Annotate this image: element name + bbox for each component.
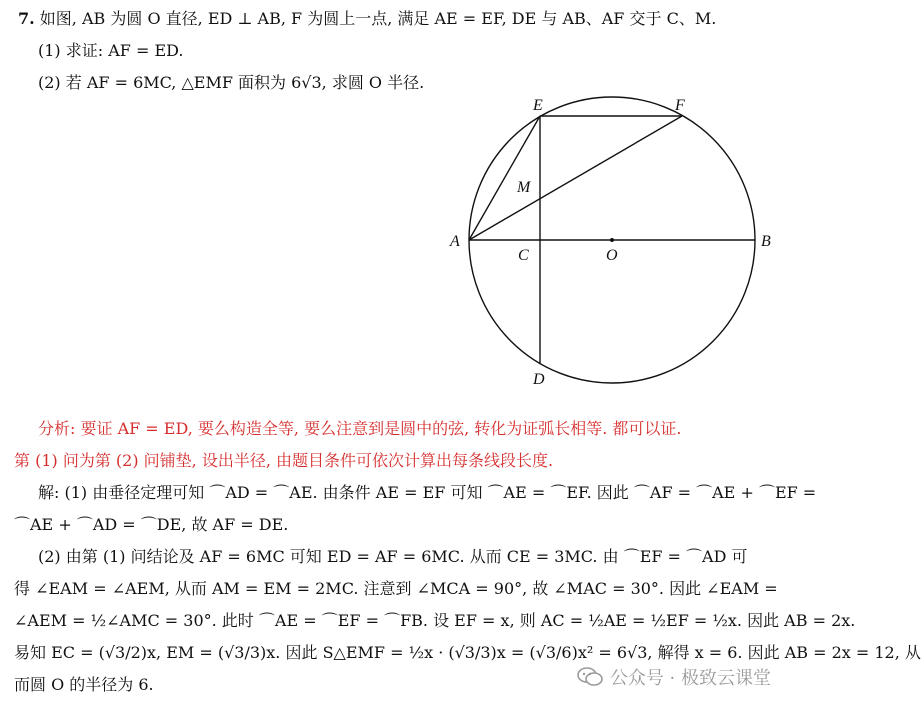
solution-line-1: 解: (1) 由垂径定理可知 ⌒AD = ⌒AE. 由条件 AE = EF 可知 ⌒AE = ⌒EF. 因此 ⌒AF = ⌒AE + ⌒EF = bbox=[38, 483, 817, 502]
solution-line-7: 而圆 O 的半径为 6. bbox=[14, 675, 154, 694]
label-F: F bbox=[675, 97, 685, 114]
label-E: E bbox=[533, 97, 543, 114]
label-M: M bbox=[517, 179, 531, 196]
chord-AE bbox=[469, 116, 540, 240]
solution-line-6: 易知 EC = (√3/2)x, EM = (√3/3)x. 因此 S△EMF = ½x · (√3/3)x = (√3/6)x² = 6√3, 解得 x = 6. 因此 AB = 2x = 12, 从 bbox=[14, 643, 921, 662]
label-C: C bbox=[518, 247, 529, 264]
chord-AF bbox=[469, 116, 682, 240]
analysis-line-2: 第 (1) 问为第 (2) 问铺垫, 设出半径, 由题目条件可依次计算出每条线段长度. bbox=[14, 451, 554, 470]
center-point-O bbox=[610, 238, 614, 242]
geometry-figure bbox=[430, 88, 790, 398]
problem-statement: 如图, AB 为圆 O 直径, ED ⊥ AB, F 为圆上一点, 满足 AE = EF, DE 与 AB、AF 交于 C、M. bbox=[39, 9, 717, 28]
solution-line-3: (2) 由第 (1) 问结论及 AF = 6MC 可知 ED = AF = 6MC. 从而 CE = 3MC. 由 ⌒EF = ⌒AD 可 bbox=[38, 547, 748, 566]
problem-heading bbox=[18, 8, 716, 30]
problem-number: 7. bbox=[18, 9, 35, 28]
solution-line-2: ⌒AE + ⌒AD = ⌒DE, 故 AF = DE. bbox=[14, 515, 289, 534]
solution-line-4: 得 ∠EAM = ∠AEM, 从而 AM = EM = 2MC. 注意到 ∠MCA = 90°, 故 ∠MAC = 30°. 因此 ∠EAM = bbox=[14, 579, 778, 598]
question-1: (1) 求证: AF = ED. bbox=[38, 41, 184, 60]
solution-line-5: ∠AEM = ½∠AMC = 30°. 此时 ⌒AE = ⌒EF = ⌒FB. 设 EF = x, 则 AC = ½AE = ½EF = ½x. 因此 AB = 2x. bbox=[14, 611, 856, 630]
label-A: A bbox=[450, 233, 460, 250]
analysis-line-1: 分析: 要证 AF = ED, 要么构造全等, 要么注意到是圆中的弦, 转化为证弧长相等. 都可以证. bbox=[38, 419, 682, 438]
wechat-icon bbox=[576, 666, 604, 688]
label-D: D bbox=[533, 371, 545, 388]
watermark bbox=[576, 664, 771, 690]
label-B: B bbox=[761, 233, 771, 250]
watermark-text: 公众号 · 极致云课堂 bbox=[609, 668, 771, 689]
label-O: O bbox=[606, 247, 618, 264]
question-2: (2) 若 AF = 6MC, △EMF 面积为 6√3, 求圆 O 半径. bbox=[38, 73, 425, 92]
